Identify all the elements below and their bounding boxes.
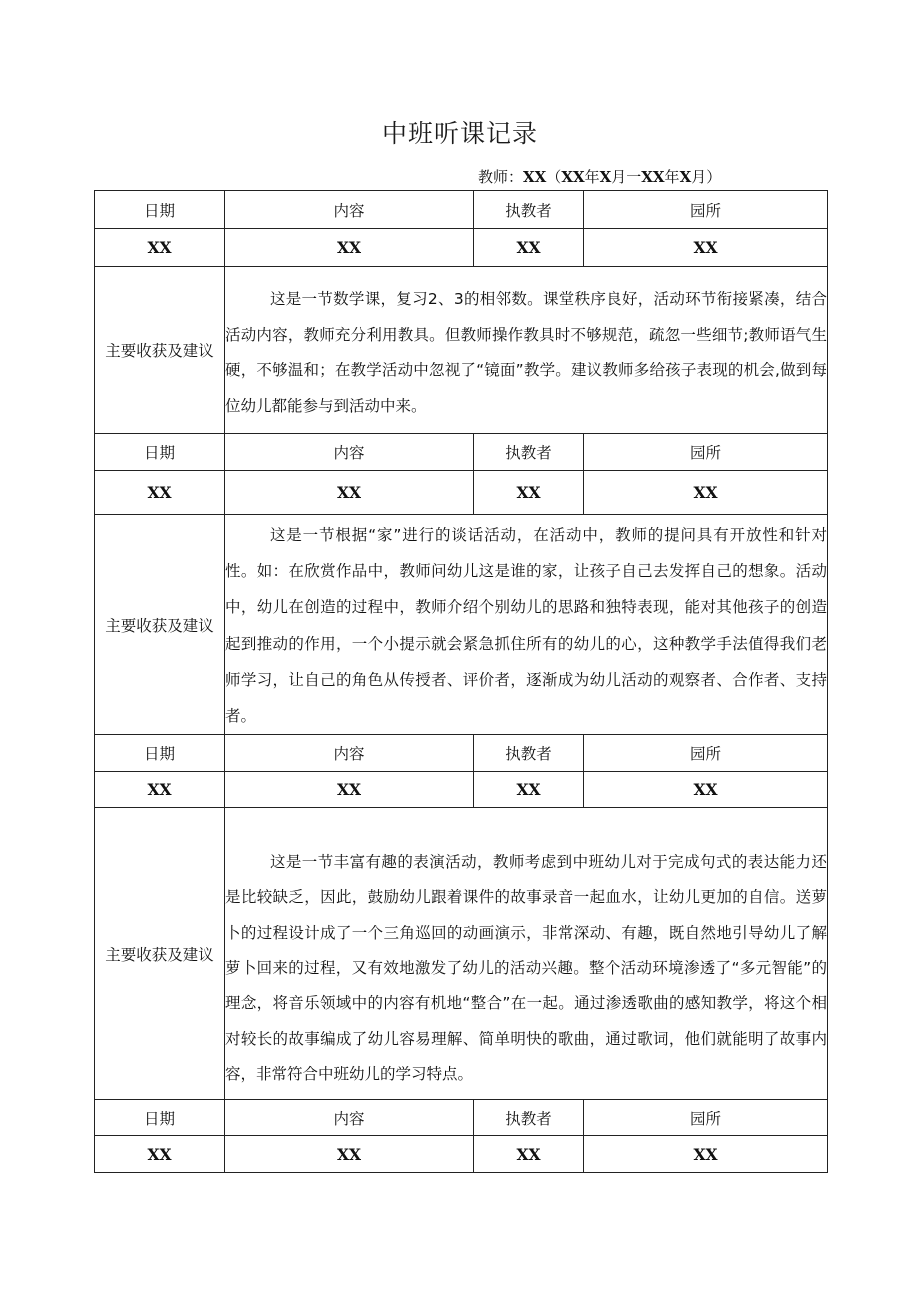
cell-content: XX bbox=[225, 229, 474, 267]
notes-paragraph: 这是一节根据“家”进行的谈话活动，在活动中，教师的提问具有开放性和针对性。如：在欣赏作品中，教师问幼儿这是谁的家，让孩子自己去发挥自己的想象。活动中，幼儿在创造的过程中，教师介绍个别幼儿的思路和独特表现，能对其他孩子的创造起到推动的作用，一个小提示就会紧急抓住所有的幼儿的心，这种教学手法值得我们老师学习，让自己的角色从传授者、评价者，逐渐成为幼儿活动的观察者、合作者、支持者。 bbox=[225, 526, 827, 726]
cell-date: XX bbox=[95, 229, 225, 267]
header-teacher: 执教者 bbox=[474, 434, 584, 471]
notes-text bbox=[225, 267, 828, 434]
notes-row bbox=[95, 808, 828, 1100]
start-year: XX bbox=[561, 168, 585, 186]
lesson-record-table bbox=[94, 190, 828, 1173]
header-date: 日期 bbox=[95, 735, 225, 772]
cell-date: XX bbox=[95, 471, 225, 515]
header-school: 园所 bbox=[584, 434, 828, 471]
header-row bbox=[95, 735, 828, 772]
notes-label: 主要收获及建议 bbox=[95, 267, 225, 434]
header-date: 日期 bbox=[95, 434, 225, 471]
value-row bbox=[95, 772, 828, 808]
cell-school: XX bbox=[584, 229, 828, 267]
value-row bbox=[95, 1136, 828, 1173]
cell-teacher: XX bbox=[474, 229, 584, 267]
end-year: XX bbox=[641, 168, 665, 186]
paren-open: （ bbox=[546, 168, 562, 186]
page-title: 中班听课记录 bbox=[381, 119, 538, 148]
notes-row bbox=[95, 515, 828, 735]
start-month: X bbox=[599, 168, 612, 186]
cell-school: XX bbox=[584, 1136, 828, 1173]
cell-school: XX bbox=[584, 772, 828, 808]
cell-date: XX bbox=[95, 772, 225, 808]
month-char-2: 月） bbox=[691, 168, 722, 186]
header-content: 内容 bbox=[225, 434, 474, 471]
notes-row bbox=[95, 267, 828, 434]
teacher-prefix: 教师： bbox=[478, 168, 524, 186]
header-row bbox=[95, 434, 828, 471]
month-char-1: 月一 bbox=[611, 168, 642, 186]
notes-paragraph: 这是一节数学课，复习2、3的相邻数。课堂秩序良好，活动环节衔接紧凑，结合活动内容，教师充分利用教具。但教师操作教具时不够规范，疏忽一些细节;教师语气生硬，不够温和；在教学活动中忽视了“镜面”教学。建议教师多给孩子表现的机会,做到每位幼儿都能参与到活动中来。 bbox=[225, 290, 827, 415]
header-content: 内容 bbox=[225, 1100, 474, 1136]
notes-label: 主要收获及建议 bbox=[95, 808, 225, 1100]
header-content: 内容 bbox=[225, 191, 474, 229]
header-content: 内容 bbox=[225, 735, 474, 772]
value-row bbox=[95, 471, 828, 515]
notes-text bbox=[225, 808, 828, 1100]
notes-text bbox=[225, 515, 828, 735]
cell-date: XX bbox=[95, 1136, 225, 1173]
header-teacher: 执教者 bbox=[474, 735, 584, 772]
header-school: 园所 bbox=[584, 191, 828, 229]
notes-paragraph: 这是一节丰富有趣的表演活动，教师考虑到中班幼儿对于完成句式的表达能力还是比较缺乏，因此，鼓励幼儿跟着课件的故事录音一起血水，让幼儿更加的自信。送萝卜的过程设计成了一个三角巡回的动画演示，非常深动、有趣，既自然地引导幼儿了解萝卜回来的过程，又有效地激发了幼儿的活动兴趣。整个活动环境渗透了“多元智能”的理念，将音乐领域中的内容有机地“整合”在一起。通过渗透歌曲的感知教学，将这个相对较长的故事编成了幼儿容易理解、简单明快的歌曲，通过歌词，他们就能明了故事内容，非常符合中班幼儿的学习特点。 bbox=[225, 853, 827, 1083]
teacher-line bbox=[478, 166, 721, 187]
teacher-name: XX bbox=[523, 168, 547, 186]
header-teacher: 执教者 bbox=[474, 1100, 584, 1136]
cell-content: XX bbox=[225, 772, 474, 808]
header-row bbox=[95, 1100, 828, 1136]
header-school: 园所 bbox=[584, 735, 828, 772]
year-char-2: 年 bbox=[664, 168, 680, 186]
value-row bbox=[95, 229, 828, 267]
end-month: X bbox=[679, 168, 692, 186]
notes-label: 主要收获及建议 bbox=[95, 515, 225, 735]
year-char-1: 年 bbox=[584, 168, 600, 186]
cell-teacher: XX bbox=[474, 471, 584, 515]
header-date: 日期 bbox=[95, 191, 225, 229]
cell-teacher: XX bbox=[474, 772, 584, 808]
header-row bbox=[95, 191, 828, 229]
header-teacher: 执教者 bbox=[474, 191, 584, 229]
cell-content: XX bbox=[225, 1136, 474, 1173]
cell-school: XX bbox=[584, 471, 828, 515]
cell-teacher: XX bbox=[474, 1136, 584, 1173]
header-date: 日期 bbox=[95, 1100, 225, 1136]
header-school: 园所 bbox=[584, 1100, 828, 1136]
cell-content: XX bbox=[225, 471, 474, 515]
